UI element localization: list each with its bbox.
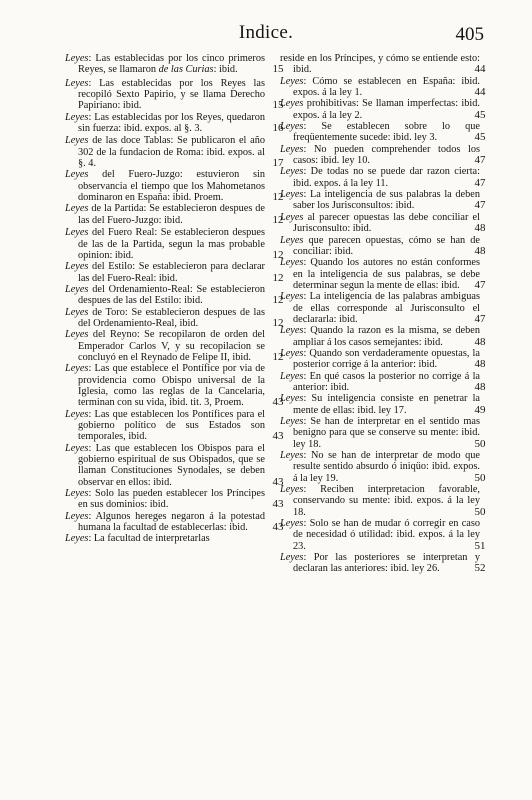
- entry-page-number: 48: [474, 222, 486, 235]
- entry-text: [65, 329, 265, 363]
- entry-keyword: Leyes: [280, 347, 304, 359]
- entry-page-number: 43: [272, 521, 284, 534]
- entry-keyword: Leyes: [65, 227, 89, 239]
- entry-keyword: Leyes: [280, 291, 304, 303]
- entry-page-number: 50: [474, 505, 486, 518]
- index-entry: [65, 227, 284, 261]
- entry-keyword: Leyes: [280, 450, 304, 462]
- entry-description: al parecer opuestas las debe conciliar el Jurisconsulto: ibid.: [293, 211, 480, 235]
- entry-text: [65, 227, 265, 261]
- entry-keyword: Leyes: [280, 370, 304, 382]
- index-entry: [65, 363, 284, 409]
- entry-keyword: Leyes: [280, 211, 304, 223]
- entry-text: [280, 552, 480, 575]
- entry-description: del Estilo: Se establecieron para declarar las del Fuero-Real: ibid.: [78, 261, 265, 284]
- entry-page-number: 17: [272, 157, 284, 170]
- entry-page-number: 48: [474, 335, 486, 348]
- index-entry: [65, 488, 284, 511]
- entry-keyword: Leyes: [280, 189, 304, 201]
- entry-description: : La facultad de interpretarlas: [88, 533, 210, 545]
- entry-keyword: Leyes: [65, 111, 89, 123]
- index-entry: [280, 211, 486, 235]
- entry-keyword: Leyes: [65, 77, 89, 89]
- index-entry: [65, 261, 284, 284]
- entry-page-number: 47: [474, 278, 486, 291]
- entry-text: [280, 166, 480, 189]
- entry-description: : Quando los autores no están conformes en la inteligencia de sus palabras, se debe determinar segun la mente de ellas: ibid.: [293, 257, 480, 291]
- entry-keyword: Leyes: [65, 306, 89, 318]
- entry-page-number: 48: [474, 244, 486, 257]
- entry-keyword: Leyes: [65, 329, 89, 341]
- entry-text: [280, 325, 480, 348]
- entry-description: : Solo se han de mudar ó corregir en caso de necesidad ó utilidad: ibid. expos. á la ley 23.: [293, 518, 480, 552]
- entry-page-number: 45: [474, 131, 486, 144]
- entry-page-number: 43: [272, 396, 284, 409]
- index-entry: [65, 53, 284, 76]
- entry-text: [280, 144, 480, 167]
- entry-keyword: Leyes: [65, 203, 89, 215]
- index-entry: [65, 442, 284, 488]
- entry-keyword: Leyes: [280, 257, 304, 269]
- entry-description: : Las que establece el Pontífice por via de providencia como Obispo universal de la Iglesia, como las reglas de la Cancelaria, terminan con su vida, ibid. tit. 3, Proem.: [78, 363, 265, 409]
- index-entry: [65, 77, 284, 112]
- entry-keyword: Leyes: [280, 143, 304, 155]
- entry-text: [280, 371, 480, 394]
- entry-page-number: 43: [272, 498, 284, 511]
- index-entry: [280, 234, 486, 258]
- entry-description: : Su inteligencia consiste en penetrar la mente de ellas: ibid. ley 17.: [293, 393, 480, 416]
- entry-page-number: 47: [474, 176, 486, 189]
- entry-page-number: 44: [474, 63, 486, 76]
- index-entry: [280, 291, 486, 325]
- entry-keyword: Leyes: [65, 363, 89, 375]
- entry-description: : Quando la razon es la misma, se deben ampliar á los casos semejantes: ibid.: [293, 325, 480, 348]
- entry-text: [65, 409, 265, 443]
- entry-page-number: 48: [474, 380, 486, 393]
- page-number: 405: [455, 24, 484, 45]
- index-entry: [65, 306, 284, 330]
- entry-keyword: Leyes: [65, 510, 89, 522]
- entry-description: : Quando son verdaderamente opuestas, la posterior corrige á la anterior: ibid.: [293, 347, 480, 371]
- index-entry: [280, 121, 486, 144]
- index-entry: [65, 510, 284, 534]
- entry-page-number: 48: [474, 358, 486, 371]
- entry-description: del Ordenamiento-Real: Se establecieron despues de las del Estilo: ibid.: [78, 283, 265, 307]
- entry-page-number: 12: [272, 213, 284, 226]
- entry-description: : Cómo se establecen en España: ibid. expos. á la ley 1.: [293, 75, 480, 99]
- entry-text: [280, 450, 480, 484]
- entry-description: : En qué casos la posterior no corrige á la anterior: ibid.: [293, 370, 480, 393]
- index-entry: [280, 484, 486, 518]
- entry-description: reside en los Príncipes, y cómo se entiende esto: ibid.: [280, 53, 480, 76]
- index-entry: [65, 135, 284, 170]
- entry-keyword: Leyes: [280, 325, 304, 337]
- index-column-right: [280, 53, 486, 575]
- entry-keyword: Leyes: [65, 261, 89, 273]
- entry-keyword: Leyes: [65, 408, 89, 420]
- index-entry: [65, 203, 284, 226]
- entry-description: : Las establecidas por los Reyes las recopiló Sexto Papirio, y se llama Derecho Papiriano: ibid.: [78, 77, 265, 112]
- index-entry: [65, 111, 284, 135]
- entry-text: [280, 257, 480, 291]
- entry-description: prohibitivas: Se llaman imperfectas: ibid. expos. á la ley 2.: [293, 98, 480, 121]
- entry-description: : La inteligencia de las palabras ambiguas de ellas corresponde al Jurisconsulto el declararla: ibid.: [293, 291, 480, 325]
- entry-text: [280, 393, 480, 416]
- entry-text: [65, 135, 265, 169]
- entry-keyword: Leyes: [65, 135, 89, 147]
- entry-page-number: 15: [272, 99, 284, 112]
- entry-text: [280, 121, 480, 144]
- entry-text: [280, 76, 480, 99]
- entry-text: [280, 53, 480, 76]
- entry-text: [280, 98, 480, 121]
- entry-description: : Reciben interpretacion favorable, conservando su mente: ibid. expos. á la ley 18.: [293, 484, 480, 518]
- entry-description: : No se han de interpretar de modo que resulte sentido absurdo ó iniqüo: ibid. expos. á la ley 19.: [293, 450, 480, 484]
- entry-keyword: Leyes: [280, 552, 304, 564]
- entry-description: : Se han de interpretar en el sentido mas benigno para que se conserve su mente: ibid. ley 18.: [293, 416, 480, 450]
- entry-page-number: 47: [474, 154, 486, 167]
- index-entry: [280, 450, 486, 484]
- entry-keyword: Leyes: [65, 533, 89, 545]
- entry-description: del Fuero Real: Se establecieron despues de las de la Partida, segun la mas probable opinion: ibid.: [78, 227, 265, 261]
- entry-description: : De todas no se puede dar razon cierta: ibid. expos. á la ley 11.: [293, 166, 480, 189]
- entry-description: de la Partida: Se establecieron despues de las del Fuero-Juzgo: ibid.: [78, 203, 265, 226]
- index-entry: [280, 325, 486, 348]
- entry-keyword: Leyes: [65, 169, 89, 181]
- entry-text: [65, 53, 265, 76]
- entry-text: [65, 261, 265, 284]
- entry-description: : Las establecidas por los cinco primeros Reyes, se llamaron: [78, 53, 265, 76]
- index-entry: [65, 329, 284, 363]
- entry-keyword: Leyes: [65, 488, 89, 500]
- entry-keyword: Leyes: [280, 393, 304, 405]
- entry-description: : La inteligencia de sus palabras la deben saber los Jurisconsultos: ibid.: [293, 189, 480, 212]
- entry-page-number: 44: [474, 86, 486, 99]
- index-entry: [65, 533, 265, 544]
- entry-text: [65, 443, 265, 488]
- entry-description: : Las establecidas por los Reyes, quedaron sin fuerza: ibid. expos. al §. 3.: [78, 111, 265, 135]
- entry-page-number: 51: [474, 539, 486, 552]
- entry-text: [280, 212, 480, 235]
- index-entry: [280, 166, 486, 189]
- index-entry: [280, 552, 486, 575]
- index-entry: [280, 53, 486, 76]
- entry-text: [65, 533, 265, 544]
- index-entry: [65, 283, 284, 307]
- entry-page-number: 43: [272, 475, 284, 488]
- entry-text: [280, 189, 480, 212]
- entry-page-number: 12: [272, 191, 284, 204]
- entry-page-number: 50: [474, 437, 486, 450]
- entry-page-number: 45: [474, 108, 486, 121]
- entry-keyword: Leyes: [280, 416, 304, 427]
- entry-text: [280, 484, 480, 518]
- index-entry: [65, 169, 284, 204]
- entry-keyword: Leyes: [65, 283, 89, 295]
- entry-page-number: 43: [272, 430, 284, 443]
- entry-page-number: 12: [272, 248, 284, 261]
- entry-keyword: Leyes: [280, 98, 304, 110]
- index-entry: [65, 408, 284, 443]
- entry-page-number: 16: [272, 122, 284, 135]
- entry-text: [280, 416, 480, 450]
- entry-page-number: 12: [272, 271, 284, 284]
- entry-text: [65, 169, 265, 203]
- index-entry: [280, 370, 486, 394]
- entry-keyword: Leyes: [65, 53, 89, 64]
- entry-text: [65, 78, 265, 112]
- entry-text: [280, 291, 480, 325]
- entry-page-number: 50: [474, 471, 486, 484]
- index-entry: [280, 347, 486, 371]
- entry-description: : Se establecen sobre lo que freqüentemente sucede: ibid. ley 3.: [293, 121, 480, 144]
- entry-page-number: 47: [474, 199, 486, 212]
- entry-keyword: Leyes: [280, 121, 304, 133]
- index-entry: [280, 98, 486, 121]
- entry-description: : No pueden comprehender todos los casos: ibid. ley 10.: [293, 143, 480, 167]
- entry-text: [65, 284, 265, 307]
- entry-text: [65, 112, 265, 135]
- entry-page-number: 12: [272, 316, 284, 329]
- entry-description: : Solo las pueden establecer los Príncipes en sus dominios: ibid.: [78, 488, 265, 511]
- entry-description: de las doce Tablas: Se publicaron el año 302 de la fundacion de Roma: ibid. expos. al §. 4.: [78, 135, 265, 170]
- entry-text: [65, 203, 265, 226]
- entry-page-number: 12: [272, 350, 284, 363]
- entry-description: : Las que establecen los Obispos para el gobierno espiritual de sus Obispados, que se llaman Constituciones Synodales, se deben observar en ellos: ibid.: [78, 442, 265, 488]
- entry-description: : Por las posteriores se interpretan y declaran las anteriores: ibid. ley 26.: [293, 552, 480, 575]
- entry-page-number: 52: [474, 562, 486, 575]
- entry-text: [280, 518, 480, 552]
- entry-keyword: Leyes: [65, 442, 89, 454]
- index-entry: [280, 189, 486, 212]
- entry-reference: de las Curias: [158, 64, 214, 76]
- index-entry: [280, 393, 486, 416]
- index-entry: [280, 518, 486, 552]
- index-entry: [280, 75, 486, 99]
- entry-description: de Toro: Se establecieron despues de las del Ordenamiento-Real, ibid.: [78, 306, 265, 329]
- entry-page-number: 47: [474, 312, 486, 325]
- entry-keyword: Leyes: [280, 518, 304, 530]
- entry-text: [65, 307, 265, 330]
- entry-description: del Fuero-Juzgo: estuvieron sin observancia el tiempo que los Mahometanos dominaron en España: ibid. Proem.: [78, 169, 265, 204]
- index-entry: [280, 416, 486, 450]
- entry-description: que parecen opuestas, cómo se han de conciliar: ibid.: [293, 234, 480, 257]
- page-title: Indice.: [238, 22, 294, 43]
- entry-keyword: Leyes: [280, 234, 304, 246]
- index-entry: [280, 143, 486, 167]
- entry-text: [280, 348, 480, 371]
- entry-text: [65, 488, 265, 511]
- entry-text: [65, 363, 265, 408]
- entry-description: : Las que establecen los Pontífices para el gobierno político de sus Estados son temporales, ibid.: [78, 408, 265, 443]
- entry-tail: : ibid.: [213, 64, 238, 76]
- entry-page-number: 49: [474, 403, 486, 416]
- entry-page-number: 15: [272, 63, 284, 76]
- index-entry: [280, 257, 486, 291]
- entry-keyword: Leyes: [280, 75, 304, 87]
- entry-page-number: 12: [272, 294, 284, 307]
- entry-keyword: Leyes: [280, 484, 304, 496]
- entry-text: [280, 235, 480, 258]
- entry-description: : Algunos hereges negaron á la potestad humana la facultad de establecerlas: ibid.: [78, 510, 265, 534]
- entry-keyword: Leyes: [280, 166, 304, 178]
- entry-description: del Reyno: Se recopilaron de orden del Emperador Carlos V, y su recopilacion se concluyó en el Reynado de Felipe II, ibid.: [78, 329, 265, 363]
- index-column-left: [65, 53, 284, 545]
- entry-text: [65, 511, 265, 534]
